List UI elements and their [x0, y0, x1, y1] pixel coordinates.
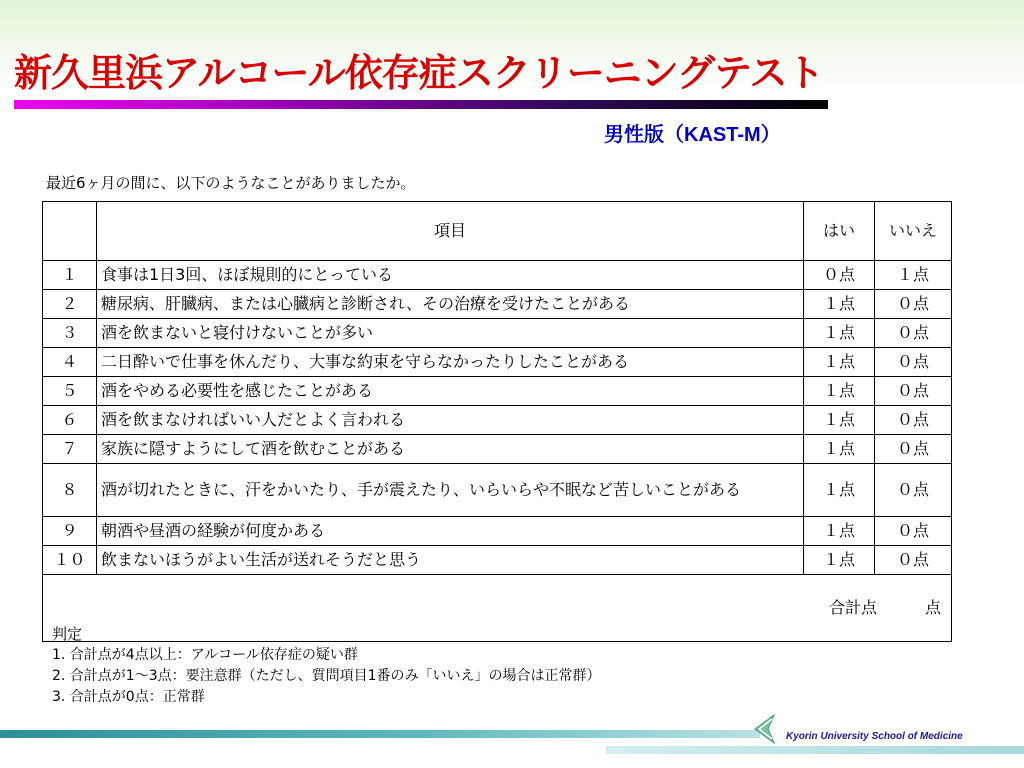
row-item: 酒を飲まないと寝付けないことが多い — [97, 319, 804, 348]
row-number: １ — [43, 261, 97, 290]
row-no-score: ０点 — [875, 319, 952, 348]
kyorin-leaf-logo-icon — [752, 714, 778, 744]
screening-table — [42, 201, 952, 642]
row-number: ８ — [43, 464, 97, 517]
footer-band-top — [0, 730, 760, 738]
table-row — [43, 406, 952, 435]
row-item: 食事は1日3回、ほぼ規則的にとっている — [97, 261, 804, 290]
table-row — [43, 517, 952, 546]
header-item: 項目 — [97, 202, 804, 261]
row-no-score: ０点 — [875, 546, 952, 575]
row-yes-score: １点 — [804, 464, 875, 517]
row-no-score: ０点 — [875, 517, 952, 546]
row-number: ６ — [43, 406, 97, 435]
table-row — [43, 261, 952, 290]
row-item: 酒を飲まなければいい人だとよく言われる — [97, 406, 804, 435]
table-row — [43, 319, 952, 348]
judgement-item: 3. 合計点が0点：正常群 — [52, 689, 205, 705]
total-label: 合計点 — [828, 598, 877, 617]
table-row — [43, 290, 952, 319]
table-row — [43, 377, 952, 406]
row-yes-score: １点 — [804, 348, 875, 377]
row-item: 糖尿病、肝臓病、または心臓病と診断され、その治療を受けたことがある — [97, 290, 804, 319]
row-item: 酒が切れたときに、汗をかいたり、手が震えたり、いらいらや不眠など苦しいことがある — [97, 464, 804, 517]
header-no: いいえ — [875, 202, 952, 261]
table-header-row — [43, 202, 952, 261]
row-number: ５ — [43, 377, 97, 406]
title-underline — [14, 100, 828, 109]
row-no-score: １点 — [875, 261, 952, 290]
total-unit: 点 — [924, 598, 941, 617]
judgement-section — [52, 624, 601, 708]
row-yes-score: １点 — [804, 517, 875, 546]
row-no-score: ０点 — [875, 406, 952, 435]
row-no-score: ０点 — [875, 435, 952, 464]
institution-name: Kyorin University School of Medicine — [786, 731, 963, 742]
judgement-heading: 判定 — [52, 625, 83, 643]
row-item: 家族に隠すようにして酒を飲むことがある — [97, 435, 804, 464]
row-no-score: ０点 — [875, 464, 952, 517]
row-yes-score: １点 — [804, 546, 875, 575]
table-row — [43, 464, 952, 517]
row-item: 酒をやめる必要性を感じたことがある — [97, 377, 804, 406]
row-yes-score: １点 — [804, 319, 875, 348]
row-yes-score: １点 — [804, 377, 875, 406]
version-label: 男性版（KAST-M） — [604, 124, 781, 146]
row-yes-score: １点 — [804, 290, 875, 319]
row-number: １０ — [43, 546, 97, 575]
row-number: ３ — [43, 319, 97, 348]
row-no-score: ０点 — [875, 348, 952, 377]
header-number — [43, 202, 97, 261]
row-item: 飲まないほうがよい生活が送れそうだと思う — [97, 546, 804, 575]
row-yes-score: １点 — [804, 406, 875, 435]
row-yes-score: ０点 — [804, 261, 875, 290]
table-row — [43, 546, 952, 575]
row-number: ４ — [43, 348, 97, 377]
row-yes-score: １点 — [804, 435, 875, 464]
row-item: 朝酒や昼酒の経験が何度かある — [97, 517, 804, 546]
row-no-score: ０点 — [875, 377, 952, 406]
row-number: ２ — [43, 290, 97, 319]
row-number: ７ — [43, 435, 97, 464]
question-lead: 最近6ヶ月の間に、以下のようなことがありましたか。 — [46, 174, 416, 192]
row-number: ９ — [43, 517, 97, 546]
footer-band-bottom — [606, 746, 1024, 754]
table-row — [43, 435, 952, 464]
judgement-item: 2. 合計点が1～3点：要注意群（ただし、質問項目1番のみ「いいえ」の場合は正常群） — [52, 668, 601, 684]
row-item: 二日酔いで仕事を休んだり、大事な約束を守らなかったりしたことがある — [97, 348, 804, 377]
page-title: 新久里浜アルコール依存症スクリーニングテスト — [14, 51, 824, 95]
row-no-score: ０点 — [875, 290, 952, 319]
table-row — [43, 348, 952, 377]
header-yes: はい — [804, 202, 875, 261]
judgement-item: 1. 合計点が4点以上：アルコール依存症の疑い群 — [52, 647, 358, 663]
